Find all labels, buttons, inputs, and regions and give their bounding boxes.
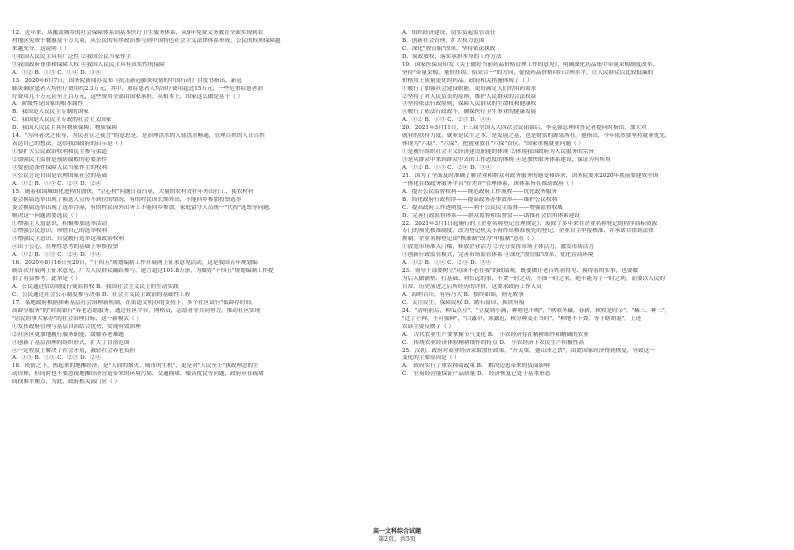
left-column-line: 村地区免费午餐惠及千万儿童，从公民的有序政治参与到中国特色社会主义法律体系形成，公民的权利保障越	[12, 37, 281, 44]
right-column-line: A．①② B．①③ C．②③ D．③④	[402, 117, 492, 124]
page-number: 第2页，共5页	[378, 536, 416, 544]
left-column-line: 制首次开展网上征求意见，广大人民群众踊跃参与，建言超过101.8万条，为做好"十四五"规划编制工作提	[12, 268, 274, 275]
left-column-line: ③增强民主意识，自觉履行选举这项政治权利	[12, 236, 124, 243]
left-column-line: 15．随着我国城镇化进程的加快，"空心村"问题日益凸显，大量的农村青壮年外出打工，使农村村	[12, 188, 254, 195]
right-column-line: ①是履行组织社会主义经济建设职能的体现 ②体现我国政府为人民服务的宗旨	[402, 149, 594, 156]
right-column-line: 体现为"六稳"、"六保"，把就业放在"六保"首位。"国家重视就业问题（ ）	[402, 141, 585, 148]
right-column-line: "过了芒种，不可强种"，"白露早，寒露迟，秋分种麦正当时"，"种地不下粪，等于瞎胡混"。上述	[402, 315, 642, 322]
left-column-line: 18．疫情之下，热起来的地摊经济，是"人间的烟火，城市的生机"，更是对"人民至上"执政理念的生	[12, 363, 259, 370]
right-column-line: B．简化政府行政程序——提高政务办事效率——维护公民权利	[402, 196, 558, 203]
left-column-line: A．阶级性是国家的根本属性	[12, 101, 84, 108]
right-column-line: 为后人做铺垫、打基础、利长远的事，不贪一时之功，不图一时之名，绝不能为了一时之利，而要以人民的	[402, 276, 665, 283]
left-column-line: ①增强主人翁意识，积极参加选举活动	[12, 220, 108, 227]
left-column-line: 间找准平衡点，为此，政府相关部门应（ ）	[12, 379, 121, 386]
right-column-line: 日常、历史演进之后所经历的评价，这要求政府工作人员	[402, 284, 542, 290]
left-column-line: 解决这一问题需要选民（ ）	[12, 212, 81, 219]
right-column-line: C． 传统农业经济体验精耕细作的特点 D． 小农经济下农民生产积极性高	[402, 339, 584, 346]
right-column-line: ①履行了加强社会建设职能，更好满足人们的用药需求	[402, 85, 537, 92]
left-column-line: "居民的事大家办"的社会治理目标，这一新模式（ ）	[12, 315, 142, 322]
left-column-line: ①我国人民民主具有广泛性 ②我国公民当家作主	[12, 53, 132, 60]
right-column-line: 23．领导干部要树立"功成不必在我"的政绩观，既要做让老百姓看得见、摸得着的实事，也要做	[402, 268, 639, 275]
left-column-line: ④公民言论自由是管理国家社会的基础	[12, 172, 108, 179]
left-column-line: ④出于公心，在理性思考的基础上审慎投票	[12, 244, 119, 251]
right-column-line: 24．"清明前后，种瓜点豆"，"立夏到小满，种啥也不晚"，"秋收冬藏，春耕，秋收是时节"，"稀三、种三"，	[402, 307, 671, 314]
left-column-line: 12．近年来，从覆盖城乡的社会保障体系到基本医疗卫生服务体系，从9年免费义务教育全面实现到农	[12, 30, 264, 36]
left-column-line: ①要扩大公民政治权利和民主参与渠道	[12, 149, 108, 156]
right-column-line: 22．2021年3月1日起施行的《企业名称登记管理规定》，废除了多年来在企业名称登记的程序商标资源	[402, 220, 658, 227]
right-column-line: A．①② B．①③ C．②④ D．③④	[402, 164, 492, 171]
right-column-line: A．①② B．①④ C．②③ D．③④	[402, 260, 492, 267]
right-column-line: 19．国家医保局印发《关于做好当前药品价格管理工作的意见》，明确深化药品集中带量采购制度改革，	[402, 61, 659, 68]
right-column-line: A．组织经济建设，切实负起监管责任	[402, 30, 496, 36]
right-column-line: ③坚持依法行政原则，保障人民群众的生命权和健康权	[402, 101, 537, 108]
right-column-line: ②坚持了对人民负责的原则，维护人民群众的合法权益	[402, 93, 537, 100]
right-column-line: 专门的预先核准制度，改为登记机关不再作出核准预先的登记，企业自主申报核准、并承诺自律到法律	[402, 228, 654, 235]
right-column-line: 21．国为了全面及时准确了解企业和群众对政务服务的感受和诉求，国务院要求2020年底前要建成全国	[402, 172, 659, 179]
left-column-line: 表达自己的想法。这给我国政府的启示是（ ）	[12, 141, 126, 148]
right-column-line: A． 政府实行了重农抑商政策 B． 解决边患带来的负面影响	[402, 363, 550, 370]
left-column-line: A．①② B．①③ C．①④ D．③④	[12, 69, 102, 76]
left-column-line: A．公民通过信访制度行使监督权 B．我国社会主义民主的生动实践	[12, 284, 179, 290]
right-column-line: A． 古代农业生产要掌握节气变化 B． 小农经济存在精耕细作和精确的农业	[402, 331, 589, 338]
right-column-line: C． 官府经营能保证产品质量 D． 经济恢复已处于基本形态	[402, 371, 551, 378]
right-column-line: 农谚主要反映了（ ）	[402, 323, 455, 330]
left-column-line: ②加强民主监督是预防腐败的必要条件	[12, 157, 108, 163]
left-column-line: ③要创造条件保障人民当家作主的权利	[12, 164, 108, 171]
right-column-line: 一体化在线政务服务平台"好差评"管理体系，该体系旨在推动政府（ ）	[402, 180, 577, 187]
left-column-line: 高龄享服务"的"时间银行"养老志愿服务，通过社区平台，网格员，志愿者等共同努力，推动社区实现	[12, 307, 261, 314]
right-column-line: 规制。企业名称登记由"核准制"改为"申报制"意在（ ）	[402, 236, 538, 243]
left-column-line: ④一定程度上解决了社会矛盾，减轻社会养老负担	[12, 347, 136, 354]
left-column-line: B．我国是人民民主专制的国家	[12, 109, 89, 116]
left-column-line: 供了有益参考。此举是（ ）	[12, 276, 81, 283]
left-column-line: 13．2020年6月7日，国务院新闻办发布《抗击新冠肺炎疫情的中国行动》白皮书指出，新冠	[12, 77, 242, 84]
left-column-line: 14．"为河者决之使导，为民者宣之使言"的意思是，是治理洪水的人使洪水畅通，管理百姓的人让百姓	[12, 133, 265, 140]
exam-title: 高一文科综合试题	[372, 528, 421, 536]
left-column-line: A．①③ B．①④ C．②③ D．②④	[12, 355, 102, 362]
right-column-line: ③是从群众中来到群众中去的工作态度的体现 ④是加快服务体系建设，保证为有所用	[402, 157, 611, 163]
left-column-line: C．我国是人民民主专政的社会主义国家	[12, 117, 112, 124]
right-column-line: A．海纳百川，有容乃大 B．慎终如始，则无败事	[402, 291, 524, 298]
left-column	[12, 30, 382, 387]
right-column-line: D．简政放权，落实承担本身的工作方法	[402, 53, 502, 60]
right-column-line: C．关注民生，保障民权 D．踏石留印，抓铁有痕	[402, 299, 525, 306]
right-column-line: C．提高政府工作透明度——利于公民民主监督——增强监督权威	[402, 204, 563, 211]
left-column-line: ③创新了基层治理的组织形式，扩大了自治范围	[12, 339, 130, 346]
right-column-line: 20．2021年3月11日，十三届全国人大四次会议闭幕后，李克强总理回答记者提问时指出，加大对	[402, 125, 647, 132]
right-column-line: B．创新社会管理，扩大权力范围	[402, 37, 485, 44]
right-column-line: 变化的主要原因是（ ）	[402, 355, 460, 362]
right-column-line: A．提升公民监督权利——规范政府工作流程——优化政务服务	[402, 188, 558, 195]
left-column-line: A．①② B．①③ C．②④ D．③④	[12, 252, 102, 259]
right-column-line: ④履行了依法行政政不，确保医疗卫生事业的健康发展	[402, 109, 537, 116]
right-column-line: C．深化"放管服"改革，坚持依法执政	[402, 45, 496, 52]
left-column-line: 肺炎确诊患者人均医疗费用约2.3万元，其中，重症患者人均治疗费用超过15万元，一些危重症患者治	[12, 85, 263, 92]
left-column-line: ②社区区更加地履行服务职能，缓解养老难题	[12, 331, 124, 338]
left-column-line: 疗费用几十万元甚至上百万元，这些费用全部由国家承担。从根本上，国家这么做是基于（ ）	[12, 93, 244, 100]
left-column-line: 来越充分。这说明（ ）	[12, 45, 70, 52]
left-column-line: A．①② B．①③ C．②③ D．②④	[12, 180, 102, 187]
left-column-line: 16．2020年8月16日至29日，"十四五"规划编制工作开展网上征求意见活动，这是我国五年规划编	[12, 260, 258, 267]
right-column-line: D．完善行政监督体系——群众监督和监督常——助推社会信用体系建设	[402, 212, 580, 219]
right-column-line: 价格用上质量更优的药品。政府相关措施体现了（ ）	[402, 77, 533, 84]
right-column-line: ③创新行政监管模式，完善市场监管体系 ④深化"放管服"改革，优化营商环境	[402, 252, 594, 259]
left-column-line: ②增强公民意识，珍惜自己的选举权利	[12, 228, 108, 235]
left-column-line: ①发挥政府管理与基层自治结合优势，实现有效治理	[12, 323, 141, 330]
right-column-line: 就业的扶持力度，就业是民生之本，是发展之基，也是财富的源泉所在。他指出，今年依然要坚持就业优先，	[402, 133, 671, 140]
left-column-line: ③我国政府尊重和保障人权 ④我国人民民主具有真实性的保障	[12, 61, 165, 68]
right-column	[402, 30, 772, 379]
left-column-line: 委会换届选举出现了选举冷漠，有的村民因外出务工不能回乡参加。家庭留守人员统一"代投"选票等问题，	[12, 204, 275, 211]
left-column-line: 17．某地政府根据探索基层社会治理新机制，在街道文明办的支持下，多个社区试行"低龄存时间，	[12, 299, 257, 306]
page-footer	[0, 528, 794, 544]
left-column-line: C．公民通过社会公示制度参与决策 D．社会主义民主政治的基础性工程	[12, 291, 191, 298]
right-column-line: ①放宽市场准入门槛，释放企业活力 ②充分发挥市场主体活力，激发市场活力	[402, 244, 594, 251]
right-column-line: 25．汉初，政府对商业经济采取放任政策，"开关梁，弛山泽之禁"，由此国家经济得到恢复，导致这一	[402, 347, 655, 354]
left-column-line: 委会换届选举出现了候选人宣传不到位的情况，有的村民因长期外出，不能回乡参加投票选举	[12, 196, 242, 203]
left-column-line: 动诠释，但同时也不要忽视地摊经济营造带来的环境污染、交通拥堵、噪音扰民等问题，政府应在疏堵	[12, 371, 264, 378]
right-column-line: 坚持"带量采购、量价挂钩、招采合一"的方向，促使药品价格回归合理水平，让人民群众以比较低廉的	[402, 69, 654, 76]
left-column-line: D．我国人民民主具有物质保障，物质保障	[12, 125, 118, 132]
